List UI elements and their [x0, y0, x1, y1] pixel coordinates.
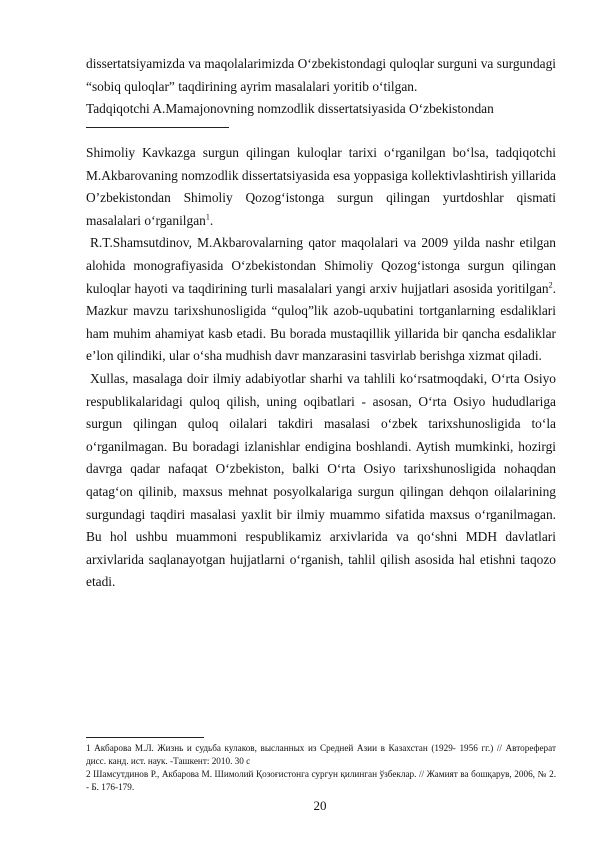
footnote-2: 2 Шамсутдинов Р., Акбарова М. Шимолий Қозоғистонга сургун қилинган ўзбеклар. // Жамият ва бошқарув, 2006, № 2. - Б. 176-179.: [86, 769, 556, 792]
intro-line-2: Tadqiqotchi A.Mamajonovning nomzodlik dissertatsiyasida O‘zbekistondan: [86, 101, 494, 117]
paragraph-2-end: . Mazkur mavzu tarixshunosligida “quloq”lik azob-uqubatini tortganlarning esdaliklari ham muhim ahamiyat kasb etadi. Bu borada mustaqillik yillarida bir qancha esdaliklar e’lon qilindiki, ular o‘sha mudhish davr manzarasini tasvirlab berishga xizmat qiladi.: [86, 280, 556, 364]
paragraph-2-text: R.T.Shamsutdinov, M.Akbarovalarning qator maqolalari va 2009 yilda nashr etilgan alohida monografiyasida O‘zbekistondan Shimoliy Qozog‘istonga surgun qilingan kuloqlar hayoti va taqdirining turli masalalari yangi arxiv hujjatlari asosida yoritilgan: [86, 235, 556, 296]
intro-line-1: dissertatsiyamizda va maqolalarimizda O‘zbekistondagi quloqlar surguni va surgundagi “sobiq quloqlar” taqdirining ayrim masalalari yoritib o‘tilgan.: [86, 56, 556, 94]
paragraph-1-end: .: [209, 212, 214, 228]
paragraph-3: Xullas, masalaga doir ilmiy adabiyotlar sharhi va tahlili ko‘rsatmoqdaki, O‘rta Osiyo respublikalaridagi quloq qilish, uning oqibatlari - asosan, O‘rta Osiyo hududlariga surgun qilingan quloq oilalari takdiri masalasi o‘zbek tarixshunosligida to‘la o‘rganilmagan. Bu boradagi izlanishlar endigina boshlandi. Aytish mumkinki, hozirgi davrga qadar nafaqat O‘zbekiston, balki O‘rta Osiyo tarixshunosligida nohaqdan qatag‘on qilinib, maxsus mehnat posyolkalariga surgun qilingan dehqon oilalarining surgundagi taqdiri masalasi yaxlit bir ilmiy muammo sifatida maxsus o‘rganilmagan. Bu hol ushbu muammoni respublikamiz arxivlarida va qo‘shni MDH davlatlari arxivlarida saqlanayotgan hujjatlarni o‘rganish, tahlil qilish asosida hal etishni taqozo etadi.: [86, 370, 556, 590]
footnote-separator: [86, 737, 204, 738]
footnotes: [86, 742, 556, 794]
footnote-ref-1: 1: [205, 212, 210, 222]
paragraph-2: [86, 232, 556, 368]
section-separator: [86, 127, 229, 128]
paragraph-1: [86, 142, 556, 232]
paragraph-1-text: Shimoliy Kavkazga surgun qilingan kuloqlar tarixi o‘rganilgan bo‘lsa, tadqiqotchi M.Akbarovaning nomzodlik dissertatsiyasida esa yoppasiga kollektivlashtirish yillarida O’zbekistondan Shimoliy Qozog‘istonga surgun qilingan yurtdoshlar qismati masalalari o‘rganilgan: [86, 145, 556, 228]
main-text: [86, 142, 556, 594]
footnote-1: 1 Акбарова М.Л. Жизнь и судьба кулаков, высланных из Средней Азии в Казахстан (1929- 1956 гг.) // Автореферат дисс. канд. ист. наук. -Ташкент: 2010. 30 с: [86, 743, 556, 766]
page-number: 20: [313, 798, 327, 813]
footnote-ref-2: 2: [548, 280, 553, 290]
intro-text: [86, 53, 556, 121]
